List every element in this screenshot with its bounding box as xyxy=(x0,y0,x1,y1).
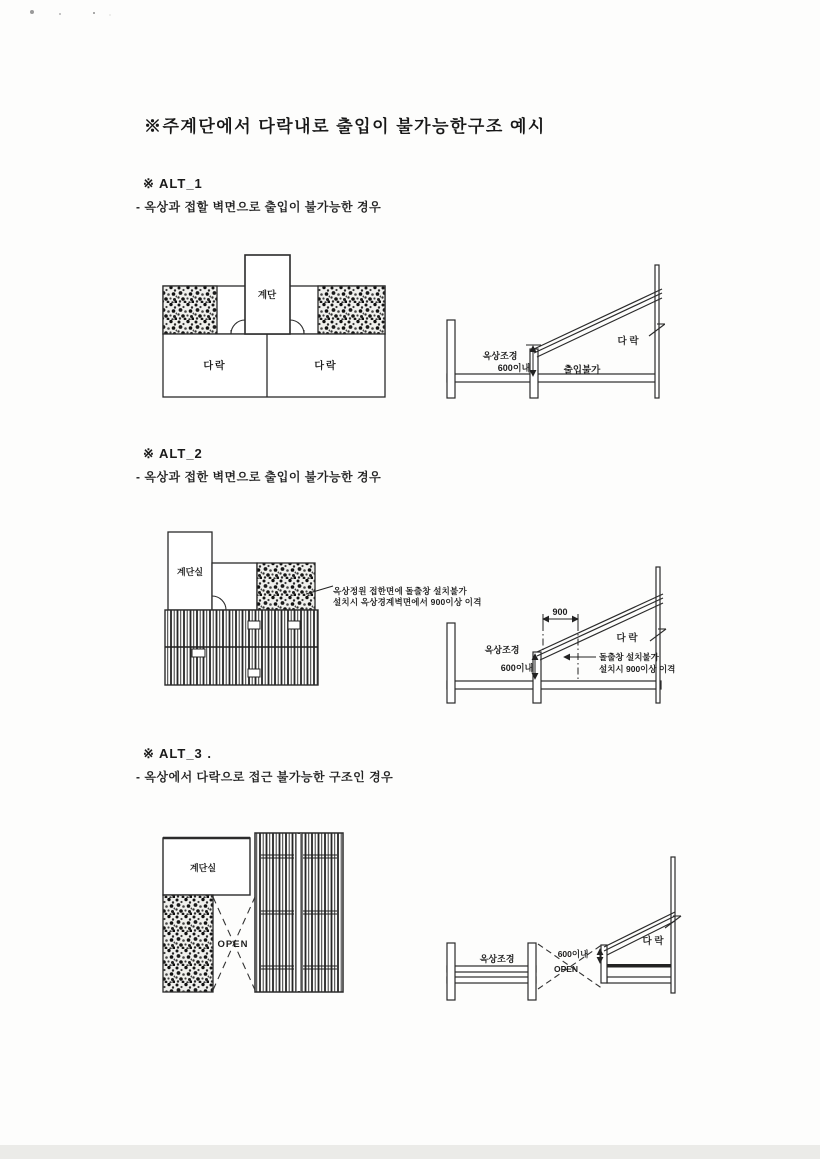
stair-room-label: 계단실 xyxy=(189,863,217,873)
attic-label-right: 다락 xyxy=(314,361,338,372)
stipple-hatch xyxy=(163,895,213,992)
page-title: ※주계단에서 다락내로 출입이 불가능한구조 예시 xyxy=(144,117,546,136)
boundary-wall xyxy=(533,652,541,703)
alt2-plan-drawing xyxy=(160,528,334,690)
within-600-label: 600이내 xyxy=(557,949,589,959)
rooftop-structure xyxy=(447,943,536,1000)
right-wall xyxy=(671,857,675,993)
attic-label: 다 락 xyxy=(616,633,638,644)
scan-edge-band xyxy=(0,1145,820,1159)
dormer-note-line1: 돌출창 설치불가 xyxy=(599,652,659,662)
attic-structure xyxy=(601,857,675,993)
alt2-annotation-line2: 설치시 옥상경계벽면에서 900이상 이격 xyxy=(333,597,482,607)
scan-noise-specks xyxy=(30,10,34,14)
stair-room-label: 계단실 xyxy=(176,567,204,577)
within-600-label: 600이내 xyxy=(497,363,531,373)
alt1-attic-rooms xyxy=(163,334,385,397)
attic-label-left: 다락 xyxy=(203,361,227,372)
boundary-wall xyxy=(530,349,538,398)
attic-label: 다 락 xyxy=(617,336,639,347)
dim-900-label: 900 xyxy=(552,607,568,617)
roof-slab xyxy=(447,681,661,689)
left-parapet xyxy=(447,320,455,398)
left-parapet xyxy=(447,623,455,703)
sloped-roof xyxy=(604,912,675,955)
striped-roof-area xyxy=(255,833,343,992)
alt2-section-drawing xyxy=(420,558,682,710)
open-label: OPEN xyxy=(553,964,579,974)
alt2-heading: ※ ALT_2 xyxy=(143,446,203,461)
stipple-hatch xyxy=(257,563,315,610)
dormer-note-line2: 설치시 900이상 이격 xyxy=(599,664,676,674)
alt3-description: - 옥상에서 다락으로 접근 불가능한 구조인 경우 xyxy=(136,770,394,784)
alt2-description: - 옥상과 접한 벽면으로 출입이 불가능한 경우 xyxy=(136,470,382,484)
stipple-hatch-right xyxy=(318,286,385,334)
stair-label: 계단 xyxy=(257,290,277,301)
within-600-label: 600이내 xyxy=(500,663,534,673)
stipple-hatch-left xyxy=(163,286,217,334)
open-label: OPEN xyxy=(217,939,249,950)
alt3-plan-drawing xyxy=(158,830,350,996)
alt1-plan-drawing xyxy=(160,252,390,402)
left-parapet xyxy=(447,943,455,1000)
sloped-roof xyxy=(537,594,663,660)
alt1-description: - 옥상과 접할 벽면으로 출입이 불가능한 경우 xyxy=(136,200,382,214)
attic-floor xyxy=(607,964,671,968)
landing-box xyxy=(212,563,257,610)
striped-roof-area xyxy=(165,610,318,685)
alt3-section-drawing xyxy=(420,855,682,1005)
alt1-section-drawing xyxy=(440,258,665,400)
attic-label: 다 락 xyxy=(642,936,664,947)
alt3-heading: ※ ALT_3 . xyxy=(143,746,213,761)
rooftop-landscaping-label: 옥상조경 xyxy=(482,351,518,361)
alt2-annotation-line1: 옥상정원 접한면에 돌출창 설치불가 xyxy=(333,586,467,596)
alt1-heading: ※ ALT_1 xyxy=(143,176,203,191)
roof-slab xyxy=(447,374,657,382)
rooftop-landscaping-label: 옥상조경 xyxy=(484,645,520,655)
entry-prohibited-label: 출입불가 xyxy=(563,365,601,376)
sloped-roof xyxy=(534,289,662,357)
rooftop-landscaping-label: 옥상조경 xyxy=(479,954,515,964)
right-parapet xyxy=(528,943,536,1000)
